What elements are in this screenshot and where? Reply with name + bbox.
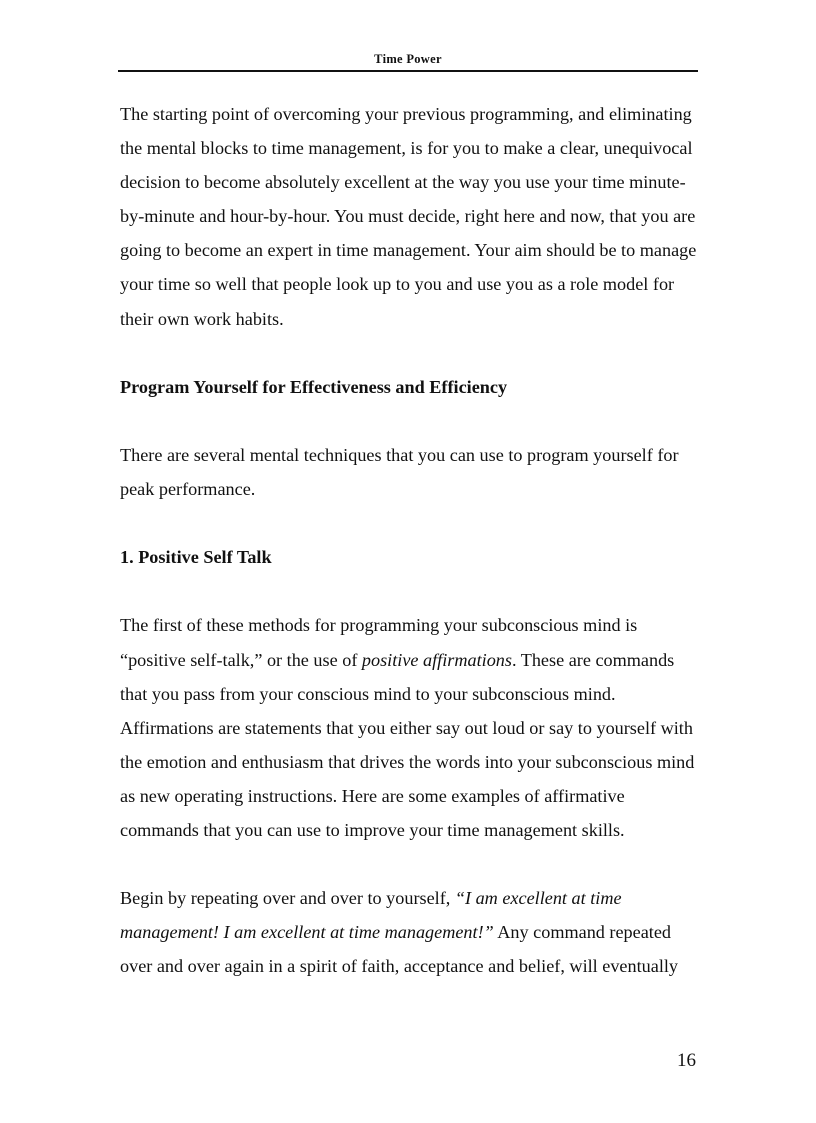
paragraph-decision: The starting point of overcoming your previous programming, and eliminating the mental blocks to time management, is for you to make a clear, unequivocal decision to become absolutely excellent at the way you use your time minute-by-minute and hour-by-hour. You must decide, right here and now, that you are going to become an expert in time management. Your aim should be to manage your time so well that people look up to you and use you as a role model for their own work habits. bbox=[120, 104, 697, 329]
subheading-positive-self-talk: 1. Positive Self Talk bbox=[120, 547, 272, 568]
paragraph-repeat-command bbox=[120, 881, 700, 983]
page-number: 16 bbox=[677, 1050, 696, 1071]
paragraph-spacer bbox=[120, 847, 700, 881]
paragraph-spacer bbox=[120, 336, 700, 370]
paragraph-spacer bbox=[120, 574, 700, 608]
paragraph-spacer bbox=[120, 404, 700, 438]
paragraph-affirmations-text-2: . These are commands that you pass from your conscious mind to your subconscious mind. Affirmations are statements that you either say out loud or say to yourself with the emotion and enthusiasm that drives the words into your subconscious mind as new operating instructions. Here are some examples of affirmative commands that you can use to improve your time management skills. bbox=[120, 649, 695, 840]
paragraph-affirmations bbox=[120, 608, 700, 847]
paragraph-affirmations-text-1: The first of these methods for programming your subconscious mind is “positive self-talk,” or the use of bbox=[120, 615, 638, 670]
section-heading-program-yourself: Program Yourself for Effectiveness and Efficiency bbox=[120, 376, 508, 397]
paragraph-repeat-quote: “I am excellent at time management! I am excellent at time management!” bbox=[120, 888, 622, 943]
header-title: Time Power bbox=[374, 52, 442, 66]
paragraph-mental-techniques: There are several mental techniques that you can use to program yourself for peak performance. bbox=[120, 444, 679, 500]
page-body bbox=[120, 97, 700, 983]
paragraph-affirmations-emphasis: positive affirmations bbox=[361, 649, 512, 670]
running-header bbox=[118, 50, 698, 72]
paragraph-repeat-text-2: Any command repeated over and over again in a spirit of faith, acceptance and belief, will eventually bbox=[120, 922, 679, 977]
paragraph-spacer bbox=[120, 506, 700, 540]
paragraph-repeat-text-1: Begin by repeating over and over to yourself, bbox=[120, 888, 455, 909]
